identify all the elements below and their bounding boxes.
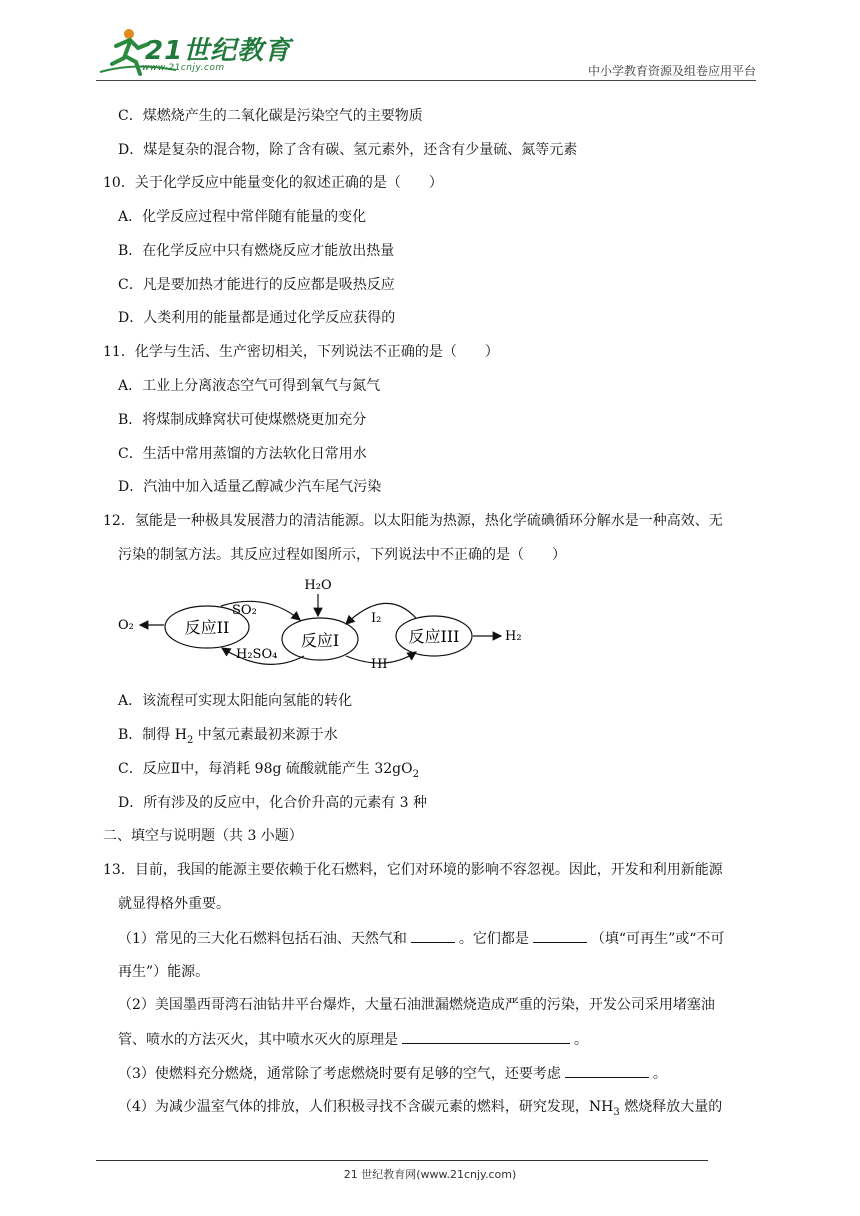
q10-stem: 10．关于化学反应中能量变化的叙述正确的是（ ）	[103, 175, 443, 191]
header-platform-text: 中小学教育资源及组卷应用平台	[587, 64, 756, 78]
h2so4-label: H₂SO₄	[236, 647, 278, 662]
q13-part1-line1: （1）常见的三大化石燃料包括石油、天然气和 。它们都是 （填“可再生”或“不可	[118, 928, 724, 949]
answer-blank-1[interactable]	[411, 928, 455, 943]
h2o-label: H₂O	[304, 578, 332, 593]
answer-blank-2[interactable]	[533, 928, 587, 943]
page-header	[0, 0, 860, 90]
q12-option-c: C．反应Ⅱ中，每消耗 98g 硫酸就能产生 $32gO_2$	[118, 761, 419, 780]
reaction-2-label: 反应II	[184, 618, 230, 637]
q10-option-d: D．人类利用的能量都是通过化学反应获得的	[118, 310, 396, 326]
q11-stem: 11．化学与生活、生产密切相关，下列说法不正确的是（ ）	[103, 344, 499, 360]
answer-blank-4[interactable]	[565, 1063, 649, 1078]
answer-blank-3[interactable]	[402, 1029, 570, 1044]
reaction-cycle-diagram	[116, 576, 536, 672]
q13-part2-line1: （2）美国墨西哥湾石油钻井平台爆炸，大量石油泄漏燃烧造成严重的污染，开发公司采用堵塞油	[118, 997, 715, 1013]
q11-option-d: D．汽油中加入适量乙醇减少汽车尾气污染	[118, 479, 382, 495]
q11-option-b: B．将煤制成蜂窝状可使煤燃烧更加充分	[118, 412, 367, 428]
q11-option-c: C．生活中常用蒸馏的方法软化日常用水	[118, 446, 367, 462]
footer-text: 21 世纪教育网(www.21cnjy.com)	[343, 1168, 517, 1181]
q12-stem-line2: 污染的制氢方法。其反应过程如图所示，下列说法中不正确的是（ ）	[118, 547, 566, 563]
q10-option-a: A．化学反应过程中常伴随有能量的变化	[118, 209, 367, 225]
q10-option-b: B．在化学反应中只有燃烧反应才能放出热量	[118, 243, 395, 259]
q9-option-c: C．煤燃烧产生的二氧化碳是污染空气的主要物质	[118, 108, 423, 124]
q10-option-c: C．凡是要加热才能进行的反应都是吸热反应	[118, 277, 395, 293]
q13-part2-line2: 管、喷水的方法灭火，其中喷水灭火的原理是 。	[118, 1029, 588, 1050]
q9-option-d: D．煤是复杂的混合物，除了含有碳、氢元素外，还含有少量硫、氮等元素	[118, 142, 578, 158]
q12-option-d: D．所有涉及的反应中，化合价升高的元素有 3 种	[118, 795, 428, 811]
reaction-1-label: 反应I	[300, 631, 340, 650]
header-divider	[96, 80, 756, 81]
o2-label: O₂	[118, 618, 134, 633]
q13-part1-line2: 再生”）能源。	[118, 964, 210, 980]
reaction-3-label: 反应III	[408, 627, 460, 646]
h2-label: H₂	[505, 629, 522, 644]
q11-option-a: A．工业上分离液态空气可得到氧气与氮气	[118, 378, 381, 394]
section-2-heading: 二、填空与说明题（共 3 小题）	[103, 828, 303, 844]
q13-stem-line2: 就显得格外重要。	[118, 896, 230, 912]
footer-divider	[96, 1160, 708, 1161]
q13-stem-line1: 13．目前，我国的能源主要依赖于化石燃料，它们对环境的影响不容忽视。因此，开发和利用新能源	[103, 862, 723, 878]
so2-label: SO₂	[232, 603, 257, 618]
q12-option-a: A．该流程可实现太阳能向氢能的转化	[118, 693, 353, 709]
logo-text: 21世纪教育	[145, 36, 292, 66]
i2-label: I₂	[371, 611, 382, 626]
q13-part3: （3）使燃料充分燃烧，通常除了考虑燃烧时要有足够的空气，还要考虑 。	[118, 1063, 667, 1084]
hi-label: HI	[371, 657, 388, 672]
q12-option-b: B．制得 $H_2$ 中氢元素最初来源于水	[118, 727, 338, 746]
q12-stem-line1: 12．氢能是一种极具发展潜力的清洁能源。以太阳能为热源，热化学硫碘循环分解水是一种高效、无	[103, 513, 723, 529]
q13-part4: （4）为减少温室气体的排放，人们积极寻找不含碳元素的燃料，研究发现，$NH_3$ 燃烧释放大量的	[118, 1099, 723, 1118]
logo-url: www.21cnjy.com	[142, 63, 225, 73]
